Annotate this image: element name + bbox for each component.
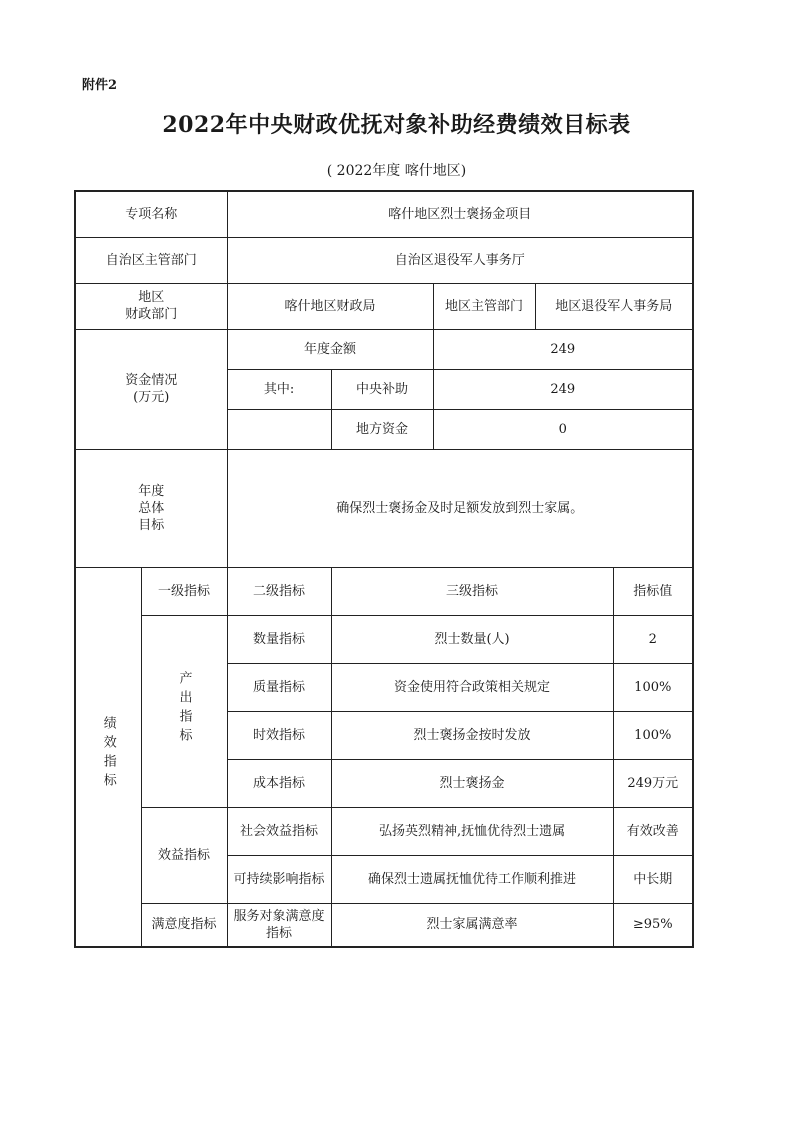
perf-label-text: 绩效指标 — [100, 716, 116, 793]
attachment-label: 附件2 — [82, 78, 118, 93]
region-dept-label: 地区主管部门 — [433, 283, 535, 329]
level2-cell: 服务对象满意度指标 — [227, 903, 331, 947]
level3-cell: 资金使用符合政策相关规定 — [331, 663, 613, 711]
empty-cell — [227, 409, 331, 449]
local-label: 地方资金 — [331, 409, 433, 449]
finance-value: 喀什地区财政局 — [227, 283, 433, 329]
table-row — [75, 237, 693, 283]
goal-text: 确保烈士褒扬金及时足额发放到烈士家属。 — [227, 449, 693, 567]
dept-label: 自治区主管部门 — [75, 237, 227, 283]
group-output-text: 产出指标 — [176, 670, 192, 747]
of-which-label: 其中: — [227, 369, 331, 409]
local-value: 0 — [433, 409, 693, 449]
level3-cell: 烈士数量(人) — [331, 615, 613, 663]
funds-label-line1: 资金情况 — [125, 373, 178, 388]
level2-cell: 可持续影响指标 — [227, 855, 331, 903]
level2-cell: 成本指标 — [227, 759, 331, 807]
annual-amount-label: 年度金额 — [227, 329, 433, 369]
page-subtitle: ( 2022年度 喀什地区) — [326, 163, 467, 179]
table-row — [75, 191, 693, 237]
level3-cell: 烈士家属满意率 — [331, 903, 613, 947]
table-row — [75, 807, 693, 855]
page-title: 2022年中央财政优抚对象补助经费绩效目标表 — [162, 112, 631, 138]
level3-cell: 弘扬英烈精神,抚恤优待烈士遗属 — [331, 807, 613, 855]
goal-label-line3: 目标 — [138, 517, 165, 533]
value-cell: 有效改善 — [613, 807, 693, 855]
value-cell: 249万元 — [613, 759, 693, 807]
level2-cell: 质量指标 — [227, 663, 331, 711]
annual-amount-value: 249 — [433, 329, 693, 369]
goal-label-line1: 年度 — [138, 483, 165, 499]
level2-cell: 时效指标 — [227, 711, 331, 759]
central-value: 249 — [433, 369, 693, 409]
table-row — [75, 615, 693, 663]
table-row — [75, 283, 693, 329]
level2-cell: 数量指标 — [227, 615, 331, 663]
value-cell: 100% — [613, 711, 693, 759]
value-cell: 100% — [613, 663, 693, 711]
finance-label — [75, 283, 227, 329]
value-cell: 中长期 — [613, 855, 693, 903]
header-level2: 二级指标 — [227, 567, 331, 615]
perf-label — [75, 567, 141, 947]
table-row — [75, 329, 693, 369]
level3-cell: 烈士褒扬金 — [331, 759, 613, 807]
header-value: 指标值 — [613, 567, 693, 615]
table-row — [75, 903, 693, 947]
funds-label — [75, 329, 227, 449]
central-label: 中央补助 — [331, 369, 433, 409]
performance-goal-table — [74, 190, 694, 948]
group-benefit: 效益指标 — [141, 807, 227, 903]
region-dept-value: 地区退役军人事务局 — [535, 283, 693, 329]
value-cell: 2 — [613, 615, 693, 663]
project-name-label: 专项名称 — [75, 191, 227, 237]
goal-label-line2: 总体 — [138, 500, 165, 516]
group-satisfaction: 满意度指标 — [141, 903, 227, 947]
level3-cell: 烈士褒扬金按时发放 — [331, 711, 613, 759]
value-cell: ≥95% — [613, 903, 693, 947]
table-row — [75, 567, 693, 615]
level3-cell: 确保烈士遗属抚恤优待工作顺利推进 — [331, 855, 613, 903]
project-name-value: 喀什地区烈士褒扬金项目 — [227, 191, 693, 237]
table-row — [75, 449, 693, 567]
header-level1: 一级指标 — [141, 567, 227, 615]
group-output — [141, 615, 227, 807]
funds-label-line2: (万元) — [133, 390, 170, 405]
finance-label-line2: 财政部门 — [125, 307, 178, 322]
header-level3: 三级指标 — [331, 567, 613, 615]
finance-label-line1: 地区 — [138, 290, 165, 305]
dept-value: 自治区退役军人事务厅 — [227, 237, 693, 283]
level2-cell: 社会效益指标 — [227, 807, 331, 855]
goal-label — [75, 449, 227, 567]
